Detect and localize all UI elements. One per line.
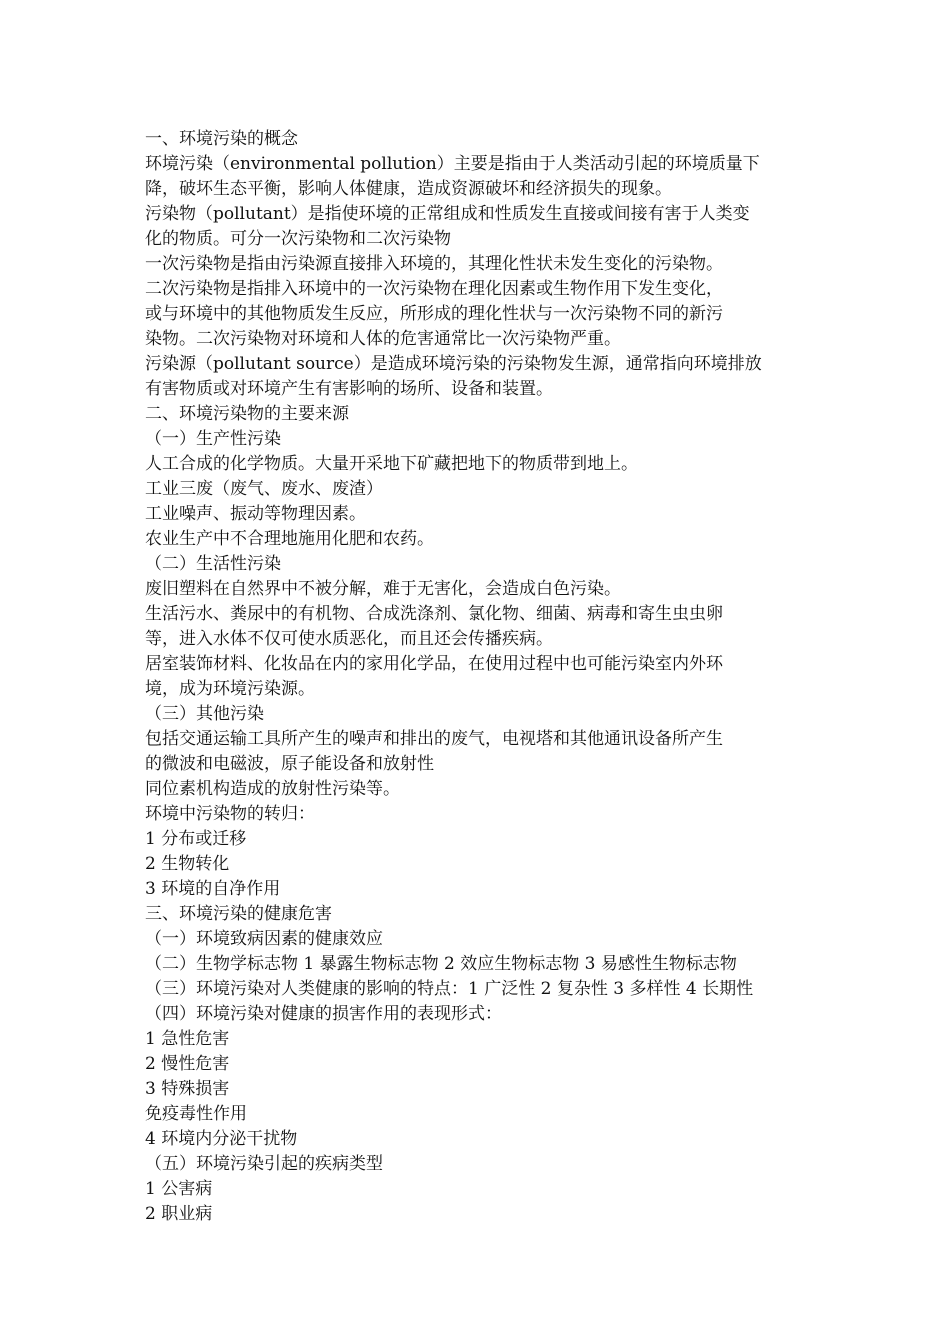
document-body: [145, 127, 810, 1227]
subheading-living: （二）生活性污染: [145, 554, 281, 574]
text-line: 免疫毒性作用: [145, 1104, 247, 1124]
text-line: 境，成为环境污染源。: [145, 679, 315, 699]
subheading-production: （一）生产性污染: [145, 429, 281, 449]
list-item: 4 环境内分泌干扰物: [145, 1129, 298, 1149]
text-line: 生活污水、粪尿中的有机物、合成洗涤剂、氯化物、细菌、病毒和寄生虫虫卵: [145, 604, 723, 624]
heading-concept: 一、环境污染的概念: [145, 129, 298, 149]
text-line: 污染源（pollutant source）是造成环境污染的污染物发生源，通常指向环境排放: [145, 354, 762, 374]
list-item: 3 特殊损害: [145, 1079, 230, 1099]
list-item: 1 急性危害: [145, 1029, 230, 1049]
list-item: 1 分布或迁移: [145, 829, 247, 849]
text-line: 环境中污染物的转归：: [145, 804, 315, 824]
subheading-text: （三）环境污染对人类健康的影响的特点：1 广泛性 2 复杂性 3 多样性 4 长期性: [145, 979, 754, 999]
list-item: 3 环境的自净作用: [145, 879, 281, 899]
text-line: 污染物（pollutant）是指使环境的正常组成和性质发生直接或间接有害于人类变: [145, 204, 750, 224]
text-line: 同位素机构造成的放射性污染等。: [145, 779, 400, 799]
subheading-text: （四）环境污染对健康的损害作用的表现形式：: [145, 1004, 502, 1024]
text-line: 的微波和电磁波，原子能设备和放射性: [145, 754, 434, 774]
text-line: 工业噪声、振动等物理因素。: [145, 504, 366, 524]
subheading-text: （一）环境致病因素的健康效应: [145, 929, 383, 949]
list-item: 2 职业病: [145, 1204, 213, 1224]
text-line: 废旧塑料在自然界中不被分解，难于无害化，会造成白色污染。: [145, 579, 621, 599]
subheading-text: （五）环境污染引起的疾病类型: [145, 1154, 383, 1174]
text-line: 一次污染物是指由污染源直接排入环境的，其理化性状未发生变化的污染物。: [145, 254, 723, 274]
text-line: 染物。二次污染物对环境和人体的危害通常比一次污染物严重。: [145, 329, 621, 349]
text-line: 二次污染物是指排入环境中的一次污染物在理化因素或生物作用下发生变化，: [145, 279, 723, 299]
subheading-text: （二）生物学标志物 1 暴露生物标志物 2 效应生物标志物 3 易感性生物标志物: [145, 954, 737, 974]
list-item: 1 公害病: [145, 1179, 213, 1199]
text-line: 有害物质或对环境产生有害影响的场所、设备和装置。: [145, 379, 553, 399]
heading-health-hazards: 三、环境污染的健康危害: [145, 904, 332, 924]
text-line: 等，进入水体不仅可使水质恶化，而且还会传播疾病。: [145, 629, 553, 649]
list-item: 2 生物转化: [145, 854, 230, 874]
text-line: 环境污染（environmental pollution）主要是指由于人类活动引起的环境质量下: [145, 154, 760, 174]
text-line: 包括交通运输工具所产生的噪声和排出的废气，电视塔和其他通讯设备所产生: [145, 729, 723, 749]
text-line: 或与环境中的其他物质发生反应，所形成的理化性状与一次污染物不同的新污: [145, 304, 723, 324]
list-item: 2 慢性危害: [145, 1054, 230, 1074]
text-line: 居室装饰材料、化妆品在内的家用化学品，在使用过程中也可能污染室内外环: [145, 654, 723, 674]
text-line: 工业三废（废气、废水、废渣）: [145, 479, 383, 499]
text-line: 人工合成的化学物质。大量开采地下矿藏把地下的物质带到地上。: [145, 454, 638, 474]
text-line: 化的物质。可分一次污染物和二次污染物: [145, 229, 451, 249]
heading-sources: 二、环境污染物的主要来源: [145, 404, 349, 424]
subheading-other: （三）其他污染: [145, 704, 264, 724]
text-line: 降，破坏生态平衡，影响人体健康，造成资源破坏和经济损失的现象。: [145, 179, 672, 199]
text-line: 农业生产中不合理地施用化肥和农药。: [145, 529, 434, 549]
